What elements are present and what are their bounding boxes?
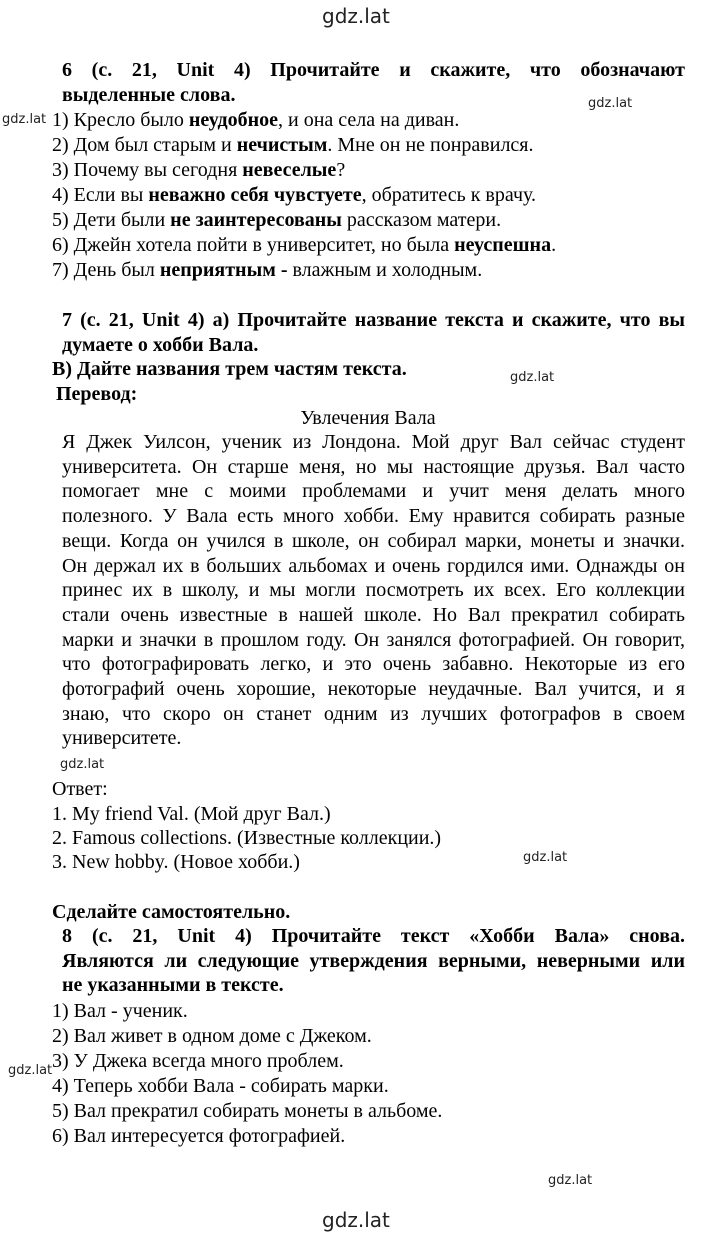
exercise-8-item: 5) Вал прекратил собирать монеты в альбоме.	[52, 1100, 443, 1122]
exercise-8-heading	[62, 924, 685, 998]
answer-item: 2. Famous collections. (Известные коллекции.)	[52, 827, 442, 849]
paragraph-line: университета. Он старше меня, но мы настоящие друзья. Вал часто	[62, 455, 685, 478]
item-highlight: не заинтересованы	[170, 209, 342, 231]
exercise-6-item	[52, 108, 459, 132]
watermark: gdz.lat	[510, 370, 555, 385]
item-highlight: невеселые	[242, 159, 337, 181]
exercise-6-item	[52, 258, 482, 282]
item-text: влажным и холодным.	[287, 259, 483, 281]
paragraph-line: марки и значки в прошлом году. Он занялся фотографией. Он говорит,	[62, 628, 685, 651]
answer-item: 3. New hobby. (Новое хобби.)	[52, 851, 300, 873]
exercise-6-item	[52, 133, 534, 157]
text-title: Увлечения Вала	[300, 407, 436, 429]
heading-line: не указанными в тексте.	[62, 974, 284, 997]
exercise-6-item	[52, 208, 501, 232]
item-highlight: нечистым	[236, 134, 328, 156]
exercise-6-heading	[62, 58, 685, 107]
translation-paragraph	[62, 430, 685, 751]
watermark: gdz.lat	[588, 96, 633, 111]
item-text: , и она села на диван.	[278, 109, 460, 131]
exercise-8-item: 3) У Джека всегда много проблем.	[52, 1050, 344, 1072]
watermark: gdz.lat	[2, 112, 47, 127]
answer-label: Ответ:	[52, 778, 108, 800]
exercise-6-item	[52, 233, 556, 257]
self-work-heading: Сделайте самостоятельно.	[52, 901, 291, 923]
item-text: 2) Дом был старым и	[52, 134, 237, 156]
paragraph-line: университете.	[62, 727, 182, 750]
paragraph-line: фотографий очень хорошие, некоторые неудачные. Вал учится, и я	[62, 678, 685, 701]
item-text: ?	[336, 159, 346, 181]
paragraph-line: стали очень известные в нашей школе. Но Вал прекратил собирать	[62, 603, 685, 626]
translation-label: Перевод:	[56, 383, 138, 405]
paragraph-line: помогает мне с моими проблемами и учит меня делать много	[62, 480, 685, 503]
item-text: 1) Кресло было	[52, 109, 189, 131]
exercise-8-item: 2) Вал живет в одном доме с Джеком.	[52, 1025, 372, 1047]
watermark: gdz.lat	[523, 850, 568, 865]
paragraph-line: полезного. У Вала есть много хобби. Ему нравится собирать разные	[62, 505, 685, 528]
paragraph-line: что фотографировать легко, и это очень забавно. Некоторые из его	[62, 653, 685, 676]
watermark: gdz.lat	[548, 1173, 593, 1188]
item-text: рассказом матери.	[341, 209, 502, 231]
item-text: . Мне он не понравился.	[327, 134, 534, 156]
watermark: gdz.lat	[322, 1208, 390, 1232]
heading-line: думаете о хобби Вала.	[62, 333, 259, 356]
answer-item: 1. My friend Val. (Мой друг Вал.)	[52, 803, 331, 825]
item-text: 3) Почему вы сегодня	[52, 159, 243, 181]
watermark: gdz.lat	[8, 1063, 53, 1078]
heading-line: Являются ли следующие утверждения верными, неверными или	[62, 949, 685, 972]
watermark: gdz.lat	[60, 757, 105, 772]
exercise-6-item	[52, 158, 345, 182]
paragraph-line: принес их в школу, и мы могли посмотреть их всех. Его коллекции	[62, 579, 685, 602]
item-highlight: неуспешна	[454, 234, 552, 256]
item-highlight: неприятным -	[159, 259, 288, 281]
exercise-6-item	[52, 183, 536, 207]
item-text: 5) Дети были	[52, 209, 171, 231]
paragraph-line: Он держал их в больших альбомах и очень гордился ими. Однажды он	[62, 554, 685, 577]
paragraph-line: вещи. Когда он учился в школе, он собирал марки, монеты и значки.	[62, 529, 685, 552]
exercise-7-subheading: В) Дайте названия трем частям текста.	[52, 358, 407, 380]
exercise-8-item: 4) Теперь хобби Вала - собирать марки.	[52, 1075, 389, 1097]
paragraph-line: Я Джек Уилсон, ученик из Лондона. Мой друг Вал сейчас студент	[62, 431, 685, 453]
exercise-8-item: 6) Вал интересуется фотографией.	[52, 1125, 346, 1147]
item-text: 6) Джейн хотела пойти в университет, но была	[52, 234, 455, 256]
exercise-7-heading	[62, 308, 685, 357]
item-text: , обратитесь к врачу.	[361, 184, 536, 206]
heading-line: 7 (с. 21, Unit 4) а) Прочитайте название текста и скажите, что вы	[62, 309, 685, 331]
exercise-8-item: 1) Вал - ученик.	[52, 1000, 188, 1022]
item-text: .	[551, 234, 557, 256]
heading-line: 6 (с. 21, Unit 4) Прочитайте и скажите, что обозначают	[62, 59, 685, 81]
heading-line: 8 (с. 21, Unit 4) Прочитайте текст «Хобби Вала» снова.	[62, 925, 685, 947]
heading-line: выделенные слова.	[62, 83, 236, 106]
item-text: 7) День был	[52, 259, 160, 281]
item-text: 4) Если вы	[52, 184, 149, 206]
watermark: gdz.lat	[322, 4, 390, 28]
item-highlight: неважно себя чувстуете	[148, 184, 362, 206]
paragraph-line: знаю, что скоро он станет одним из лучших фотографов в своем	[62, 702, 685, 725]
item-highlight: неудобное	[188, 109, 278, 131]
